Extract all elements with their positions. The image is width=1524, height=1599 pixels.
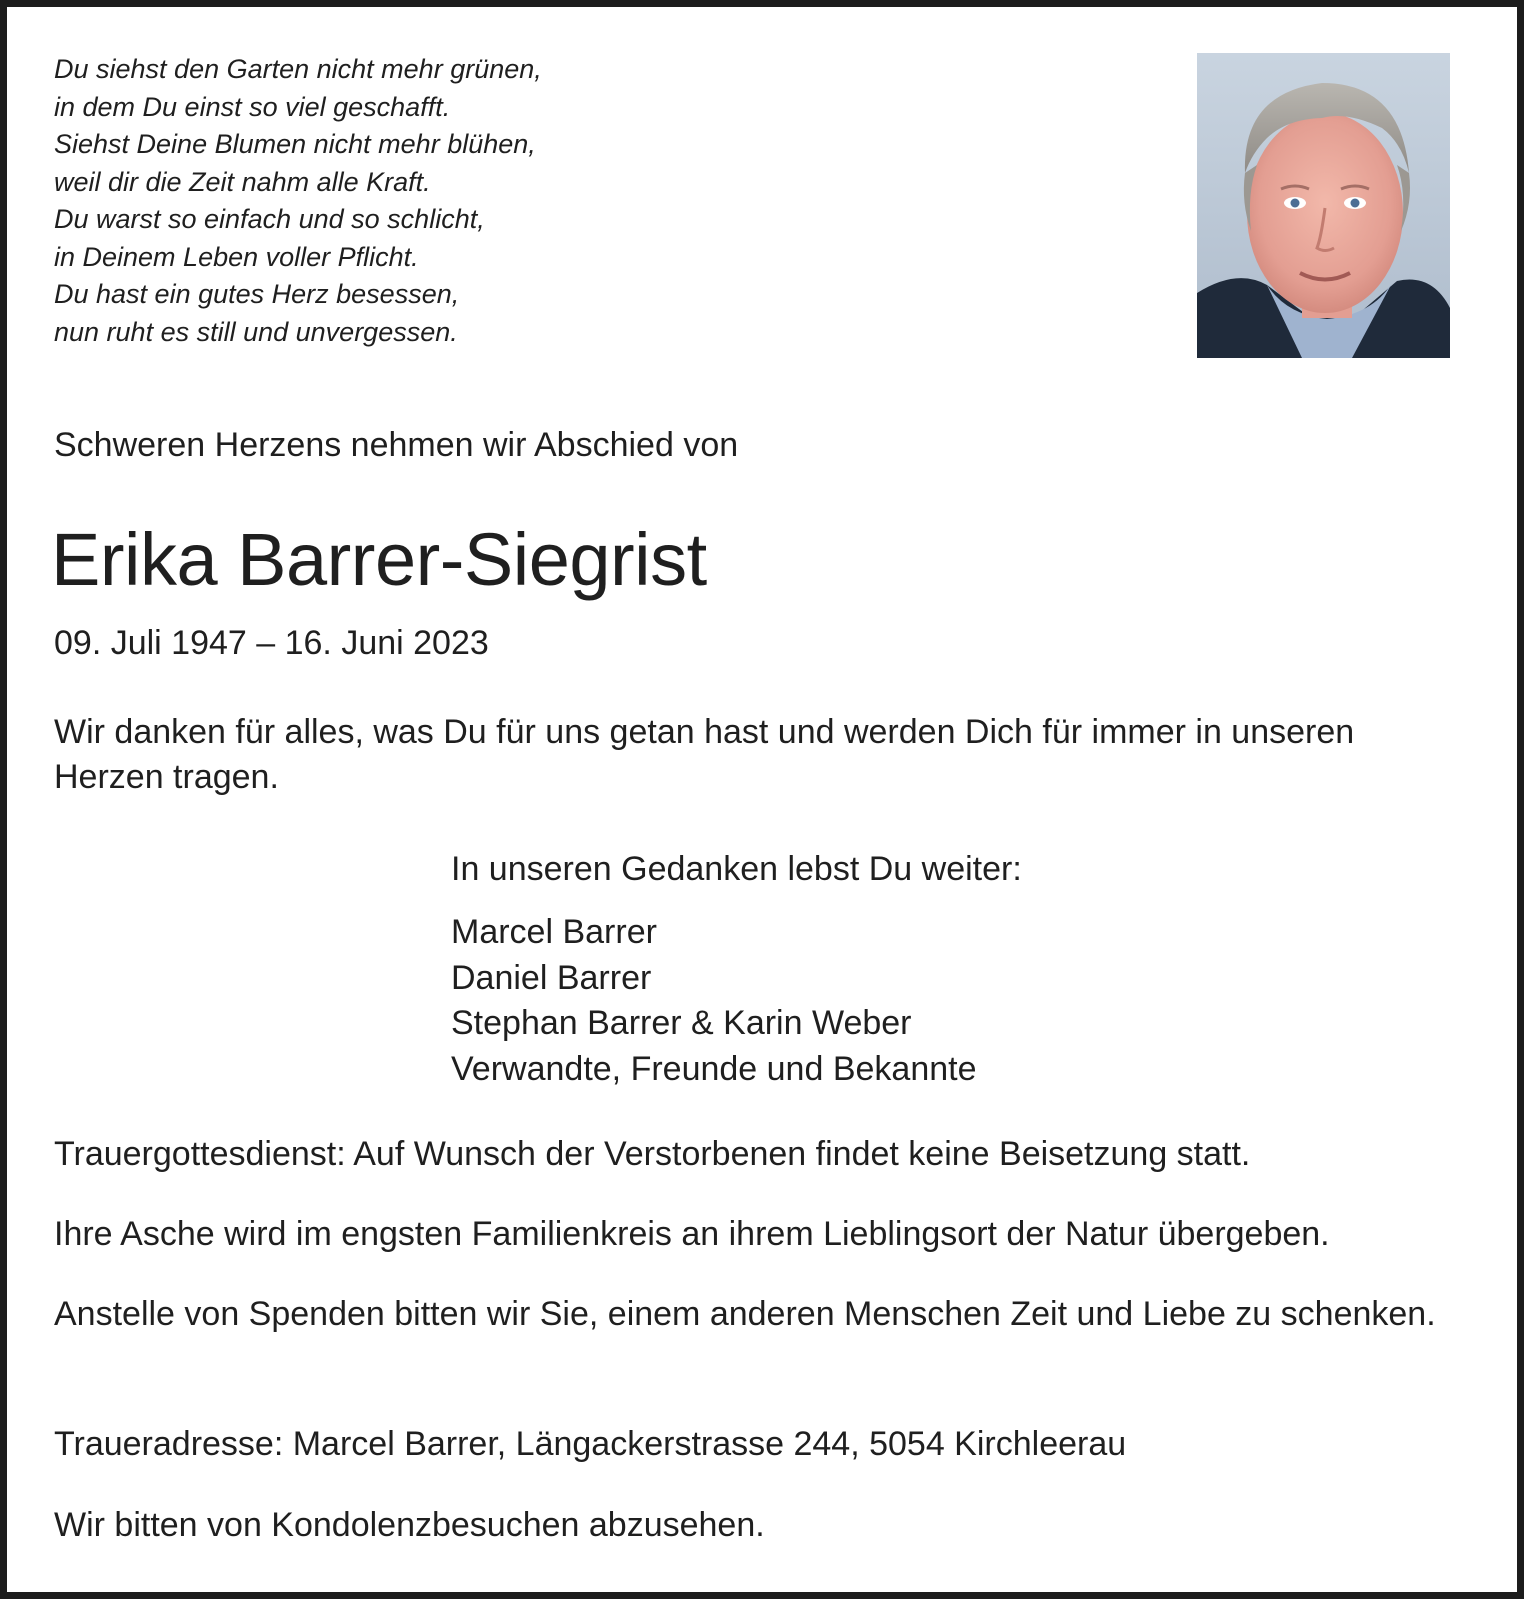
ashes-notice: Ihre Asche wird im engsten Familienkreis an ihrem Lieblingsort der Natur übergeben. [54, 1215, 1330, 1253]
poem-line: in Deinem Leben voller Pflicht. [54, 241, 419, 272]
portrait-photo [1197, 53, 1450, 358]
mourner-name: Verwandte, Freunde und Bekannte [451, 1049, 977, 1088]
poem-line: in dem Du einst so viel geschafft. [54, 91, 451, 122]
visits-notice: Wir bitten von Kondolenzbesuchen abzusehen. [54, 1506, 765, 1544]
poem-line: Siehst Deine Blumen nicht mehr blühen, [54, 129, 536, 159]
poem-line: weil dir die Zeit nahm alle Kraft. [54, 166, 431, 197]
mourner-name: Daniel Barrer [451, 958, 652, 997]
poem-line: nun ruht es still und unvergessen. [54, 316, 458, 347]
deceased-name: Erika Barrer-Siegrist [51, 518, 707, 601]
poem-line: Du hast ein gutes Herz besessen, [54, 279, 460, 309]
poem [54, 51, 542, 351]
mourner-name: Marcel Barrer [451, 913, 657, 951]
mourners-heading: In unseren Gedanken lebst Du weiter: [451, 850, 1022, 888]
farewell-intro: Schweren Herzens nehmen wir Abschied von [54, 426, 739, 464]
donations-notice: Anstelle von Spenden bitten wir Sie, einem anderen Menschen Zeit und Liebe zu schenken. [54, 1295, 1436, 1333]
poem-line: Du warst so einfach und so schlicht, [54, 204, 485, 234]
service-notice: Trauergottesdienst: Auf Wunsch der Verstorbenen findet keine Beisetzung statt. [54, 1135, 1251, 1173]
mourning-address: Traueradresse: Marcel Barrer, Längackerstrasse 244, 5054 Kirchleerau [54, 1425, 1127, 1463]
mourner-name: Stephan Barrer & Karin Weber [451, 1004, 912, 1042]
thanks-text: Wir danken für alles, was Du für uns getan hast und werden Dich für immer in unseren Herzen tragen. [54, 713, 1355, 796]
mourners-list [451, 910, 977, 1092]
life-dates: 09. Juli 1947 – 16. Juni 2023 [54, 624, 489, 662]
poem-line: Du siehst den Garten nicht mehr grünen, [54, 54, 542, 84]
